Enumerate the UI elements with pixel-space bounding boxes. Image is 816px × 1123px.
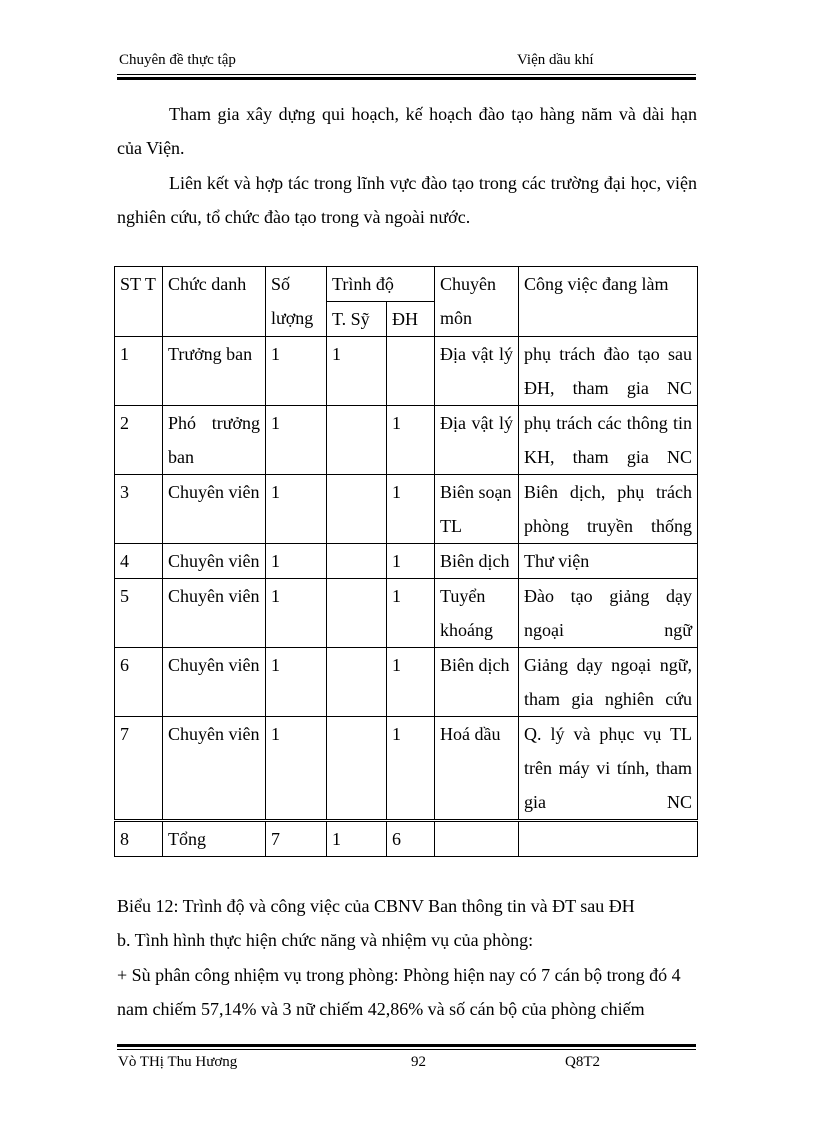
cell-chuyen-mon: Biên dịch <box>435 544 519 579</box>
subheading: b. Tình hình thực hiện chức năng và nhiệm vụ của phòng: <box>117 930 534 950</box>
cell-so-luong: 1 <box>266 544 327 579</box>
table-row <box>115 648 698 717</box>
cell-tsy: 1 <box>327 821 387 857</box>
header-trinh-do: Trình độ <box>327 267 435 302</box>
header-right-text: Viện dầu khí <box>517 52 594 68</box>
cell-tsy <box>327 717 387 821</box>
cell-so-luong: 1 <box>266 717 327 821</box>
header-chuc-danh: Chức danh <box>163 267 266 337</box>
cell-tsy <box>327 406 387 475</box>
cell-dh: 1 <box>387 648 435 717</box>
paragraph-1: Tham gia xây dựng qui hoạch, kế hoạch đào tạo hàng năm và dài hạn của Viện. <box>117 104 697 158</box>
footer-rule <box>117 1049 696 1050</box>
cell-chuyen-mon: Địa vật lý <box>435 337 519 406</box>
cell-chuc-danh: Chuyên viên <box>163 579 266 648</box>
header-left-text: Chuyên đề thực tập <box>119 52 236 68</box>
cell-stt: 5 <box>115 579 163 648</box>
footer-rule-thick <box>117 1044 696 1047</box>
cell-stt: 1 <box>115 337 163 406</box>
cell-so-luong: 1 <box>266 579 327 648</box>
cell-cong-viec: Biên dịch, phụ trách phòng truyền thống <box>519 475 698 544</box>
cell-so-luong: 1 <box>266 475 327 544</box>
header-so-luong: Số lượng <box>266 267 327 337</box>
table-row <box>115 406 698 475</box>
page-number: 92 <box>411 1054 426 1070</box>
cell-dh: 1 <box>387 406 435 475</box>
cell-tsy <box>327 544 387 579</box>
table-caption: Biểu 12: Trình độ và công việc của CBNV Ban thông tin và ĐT sau ĐH <box>117 896 635 916</box>
cell-chuc-danh: Chuyên viên <box>163 475 266 544</box>
footer-class: Q8T2 <box>565 1054 600 1070</box>
staff-table <box>114 266 698 857</box>
cell-stt: 4 <box>115 544 163 579</box>
cell-chuyen-mon <box>435 821 519 857</box>
cell-tsy: 1 <box>327 337 387 406</box>
cell-dh: 1 <box>387 579 435 648</box>
cell-chuc-danh: Chuyên viên <box>163 544 266 579</box>
cell-cong-viec: Thư viện <box>519 544 698 579</box>
body-paragraph: + Sù phân công nhiệm vụ trong phòng: Phòng hiện nay có 7 cán bộ trong đó 4 nam chiếm 57,14% và 3 nữ chiếm 42,86% và số cán bộ của phòng chiếm <box>117 965 681 1019</box>
cell-dh: 1 <box>387 717 435 821</box>
cell-stt: 6 <box>115 648 163 717</box>
cell-chuc-danh: Chuyên viên <box>163 648 266 717</box>
cell-dh: 1 <box>387 475 435 544</box>
cell-cong-viec: Đào tạo giảng dạy ngoại ngữ <box>519 579 698 648</box>
page-header <box>117 52 696 72</box>
footer-author: Vò THị Thu Hương <box>118 1054 238 1070</box>
cell-dh: 6 <box>387 821 435 857</box>
cell-tsy <box>327 579 387 648</box>
cell-chuyen-mon: Biên soạn TL <box>435 475 519 544</box>
cell-chuyen-mon: Hoá dầu <box>435 717 519 821</box>
cell-chuc-danh: Phó trưởng ban <box>163 406 266 475</box>
cell-chuyen-mon: Địa vật lý <box>435 406 519 475</box>
cell-cong-viec: Q. lý và phục vụ TL trên máy vi tính, tham gia NC <box>519 717 698 821</box>
header-rule <box>117 74 696 75</box>
table-row <box>115 544 698 579</box>
table-row <box>115 579 698 648</box>
cell-cong-viec: Giảng dạy ngoại ngữ, tham gia nghiên cứu <box>519 648 698 717</box>
cell-stt: 2 <box>115 406 163 475</box>
table-row <box>115 717 698 821</box>
cell-cong-viec: phụ trách các thông tin KH, tham gia NC <box>519 406 698 475</box>
table-row <box>115 337 698 406</box>
cell-cong-viec <box>519 821 698 857</box>
header-cong-viec: Công việc đang làm <box>519 267 698 337</box>
table-total-row <box>115 821 698 857</box>
table-header-row <box>115 267 698 302</box>
table-row <box>115 475 698 544</box>
cell-stt: 8 <box>115 821 163 857</box>
cell-stt: 3 <box>115 475 163 544</box>
cell-tsy <box>327 648 387 717</box>
cell-cong-viec: phụ trách đào tạo sau ĐH, tham gia NC <box>519 337 698 406</box>
header-stt: ST T <box>115 267 163 337</box>
header-dh: ĐH <box>387 302 435 337</box>
header-chuyen-mon: Chuyên môn <box>435 267 519 337</box>
header-rule-thick <box>117 77 696 80</box>
paragraph-2: Liên kết và hợp tác trong lĩnh vực đào tạo trong các trường đại học, viện nghiên cứu, tổ chức đào tạo trong và ngoài nước. <box>117 173 697 227</box>
cell-tsy <box>327 475 387 544</box>
cell-chuc-danh: Tổng <box>163 821 266 857</box>
header-tsy: T. Sỹ <box>327 302 387 337</box>
cell-so-luong: 7 <box>266 821 327 857</box>
cell-so-luong: 1 <box>266 337 327 406</box>
cell-chuyen-mon: Tuyển khoáng <box>435 579 519 648</box>
cell-so-luong: 1 <box>266 648 327 717</box>
cell-chuc-danh: Trưởng ban <box>163 337 266 406</box>
cell-dh <box>387 337 435 406</box>
cell-chuyen-mon: Biên dịch <box>435 648 519 717</box>
cell-stt: 7 <box>115 717 163 821</box>
cell-chuc-danh: Chuyên viên <box>163 717 266 821</box>
cell-so-luong: 1 <box>266 406 327 475</box>
cell-dh: 1 <box>387 544 435 579</box>
